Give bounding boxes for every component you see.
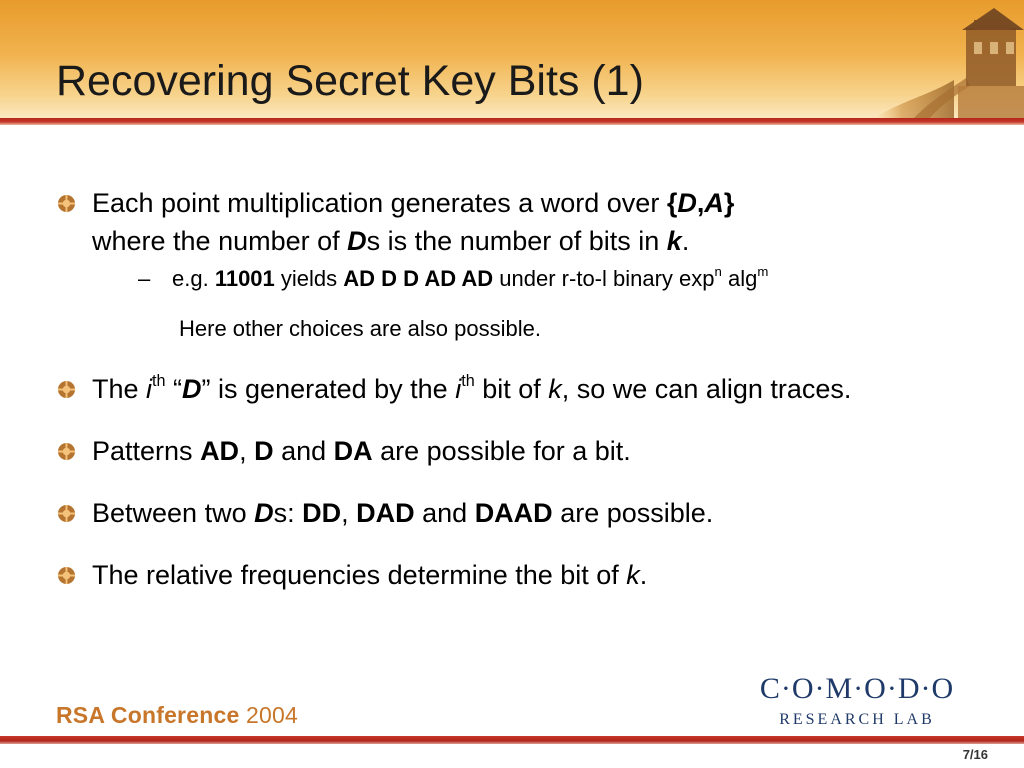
set-comma: ,: [696, 188, 705, 218]
bullet-text: “: [165, 374, 183, 404]
slide-content: [56, 184, 996, 618]
pattern-daad: DAAD: [474, 498, 553, 528]
set-open: {: [666, 188, 678, 218]
bullet-text: and: [414, 498, 475, 528]
sub-bullet-example: [92, 262, 996, 296]
conference-name: RSA Conference: [56, 702, 240, 728]
bullet-between-two-ds: [56, 494, 996, 532]
page-number: 7/16: [962, 747, 988, 762]
footer-rule: [0, 736, 1024, 744]
sub-text: yields: [274, 266, 344, 291]
slide-title: Recovering Secret Key Bits (1): [56, 57, 644, 105]
comodo-logo: [726, 672, 988, 730]
gear-bullet-icon: [57, 380, 76, 399]
pattern-ad: AD: [200, 436, 240, 466]
research-lab-label: RESEARCH LAB: [779, 711, 935, 728]
symbol-k: k: [548, 374, 562, 404]
gear-bullet-icon: [57, 194, 76, 213]
bullet-text: ” is generated by the: [201, 374, 456, 404]
bullet-text: are possible.: [552, 498, 714, 528]
bullet-text: bit of: [474, 374, 549, 404]
symbol-i: i: [455, 374, 462, 404]
dash-marker: –: [138, 266, 151, 291]
bullet-point-multiplication: [56, 184, 996, 346]
pattern-dd: DD: [302, 498, 342, 528]
gear-bullet-icon: [57, 442, 76, 461]
bullet-text: where the number of: [92, 226, 348, 256]
bullet-text: Between two: [92, 498, 255, 528]
symbol-k: k: [626, 560, 640, 590]
bullet-text: s:: [273, 498, 303, 528]
company-name: C·O·M·O·D·O: [759, 672, 955, 705]
bullet-text: .: [681, 226, 690, 256]
bullet-text: ,: [341, 498, 357, 528]
set-close: }: [723, 188, 735, 218]
bullet-patterns: [56, 432, 996, 470]
bullet-text: ,: [239, 436, 255, 466]
bit-string: 11001: [214, 266, 275, 291]
bullet-line-1: [92, 184, 996, 222]
sub-note: Here other choices are also possible.: [179, 316, 541, 341]
pattern-d: D: [254, 436, 274, 466]
symbol-d: D: [347, 226, 367, 256]
pattern-da: DA: [333, 436, 373, 466]
symbol-a: A: [704, 188, 724, 218]
bullet-text: The relative frequencies determine the bit of: [92, 560, 627, 590]
bullet-text: , so we can align traces.: [561, 374, 852, 404]
superscript-th: th: [461, 371, 475, 390]
gear-bullet-icon: [57, 504, 76, 523]
bullet-text: s is the number of bits in: [366, 226, 667, 256]
bullet-text: and: [273, 436, 334, 466]
superscript-n: n: [714, 263, 722, 279]
bullet-text: are possible for a bit.: [372, 436, 631, 466]
rsa-conference-logo: [56, 702, 298, 729]
bullet-text: The: [92, 374, 147, 404]
superscript-th: th: [152, 371, 166, 390]
great-wall-image: [874, 0, 1024, 118]
symbol-d: D: [677, 188, 697, 218]
bullet-line-2: [92, 222, 996, 260]
symbol-k: k: [666, 226, 682, 256]
symbol-d: D: [182, 374, 202, 404]
pattern-dad: DAD: [356, 498, 415, 528]
bullet-ith-d: [56, 370, 996, 408]
bullet-text: Each point multiplication generates a word over: [92, 188, 667, 218]
generated-word: AD D D AD AD: [343, 266, 494, 291]
superscript-m: m: [757, 263, 769, 279]
symbol-i: i: [146, 374, 153, 404]
sub-text: under r-to-l binary exp: [493, 266, 715, 291]
bullet-text: .: [639, 560, 648, 590]
header-rule: [0, 118, 1024, 125]
sub-text: alg: [721, 266, 758, 291]
bullet-relative-frequencies: [56, 556, 996, 594]
bullet-text: Patterns: [92, 436, 201, 466]
conference-year: 2004: [239, 702, 298, 728]
gear-bullet-icon: [57, 566, 76, 585]
symbol-d: D: [254, 498, 274, 528]
sub-text: e.g.: [172, 266, 215, 291]
